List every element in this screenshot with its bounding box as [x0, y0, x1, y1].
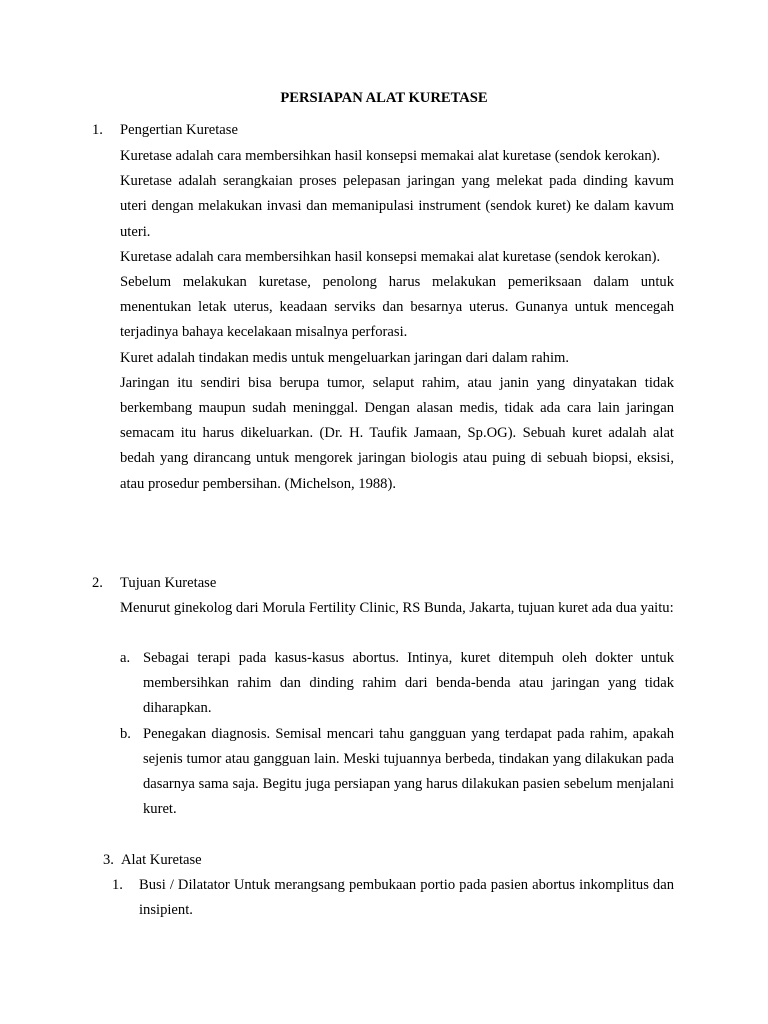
- section-heading: Alat Kuretase: [121, 852, 202, 868]
- list-item: [120, 646, 674, 722]
- list-item: [120, 722, 674, 823]
- section-number: 3.: [103, 852, 114, 868]
- paragraph: Kuretase adalah cara membersihkan hasil konsepsi memakai alat kuretase (sendok kerokan).: [120, 248, 661, 265]
- section-list: [120, 646, 674, 822]
- paragraph: Jaringan itu sendiri bisa berupa tumor, selaput rahim, atau janin yang dinyatakan tidak berkembang maupun sudah meninggal. Dengan alasan medis, tidak ada cara lain jaringan semacam itu harus dikeluarkan. (Dr. H. Taufik Jamaan, Sp.OG). Sebuah kuret adalah alat bedah yang dirancang untuk mengorek jaringan biologis atau puing di sebuah biopsi, eksisi, atau prosedur pembersihan. (Michelson, 1988).: [120, 374, 674, 492]
- section-body: [120, 144, 674, 497]
- list-item-text: Busi / Dilatator Untuk merangsang pembukaan portio pada pasien abortus inkomplitus dan insipient.: [139, 877, 674, 919]
- section-list: [112, 873, 674, 923]
- paragraph: Sebelum melakukan kuretase, penolong harus melakukan pemeriksaan dalam untuk menentukan letak uterus, keadaan serviks dan besarnya uterus. Gunanya untuk mencegah terjadinya bahaya kecelakaan misalnya perforasi.: [120, 274, 674, 341]
- section-heading: Pengertian Kuretase: [120, 122, 238, 138]
- paragraph: Menurut ginekolog dari Morula Fertility Clinic, RS Bunda, Jakarta, tujuan kuret ada dua yaitu:: [120, 600, 674, 616]
- section-heading: Tujuan Kuretase: [120, 575, 217, 591]
- section-number: 1.: [92, 122, 103, 138]
- list-marker: 1.: [112, 877, 123, 893]
- section-intro: [120, 596, 674, 621]
- list-marker: b.: [120, 725, 131, 742]
- section-number: 2.: [92, 575, 103, 591]
- list-marker: a.: [120, 650, 131, 666]
- list-item-text: Sebagai terapi pada kasus-kasus abortus. Intinya, kuret ditempuh oleh dokter untuk membersihkan rahim dan dinding rahim dari benda-benda atau jaringan yang tidak diharapkan.: [143, 650, 674, 717]
- list-item: [112, 873, 674, 923]
- list-item-text: Penegakan diagnosis. Semisal mencari tahu gangguan yang terdapat pada rahim, apakah sejenis tumor atau gangguan lain. Meski tujuannya berbeda, tindakan yang dilakukan pada dasarnya sama saja. Begitu juga persiapan yang harus dilakukan pasien sebelum menjalani kuret.: [143, 725, 674, 818]
- paragraph: Kuretase adalah serangkaian proses pelepasan jaringan yang melekat pada dinding kavum uteri dengan melakukan invasi dan memanipulasi instrument (sendok kuret) ke dalam kavum uteri.: [120, 173, 674, 240]
- paragraph: Kuret adalah tindakan medis untuk mengeluarkan jaringan dari dalam rahim.: [120, 349, 570, 366]
- document-title: PERSIAPAN ALAT KURETASE: [280, 90, 488, 106]
- paragraph: Kuretase adalah cara membersihkan hasil konsepsi memakai alat kuretase (sendok kerokan).: [120, 148, 661, 164]
